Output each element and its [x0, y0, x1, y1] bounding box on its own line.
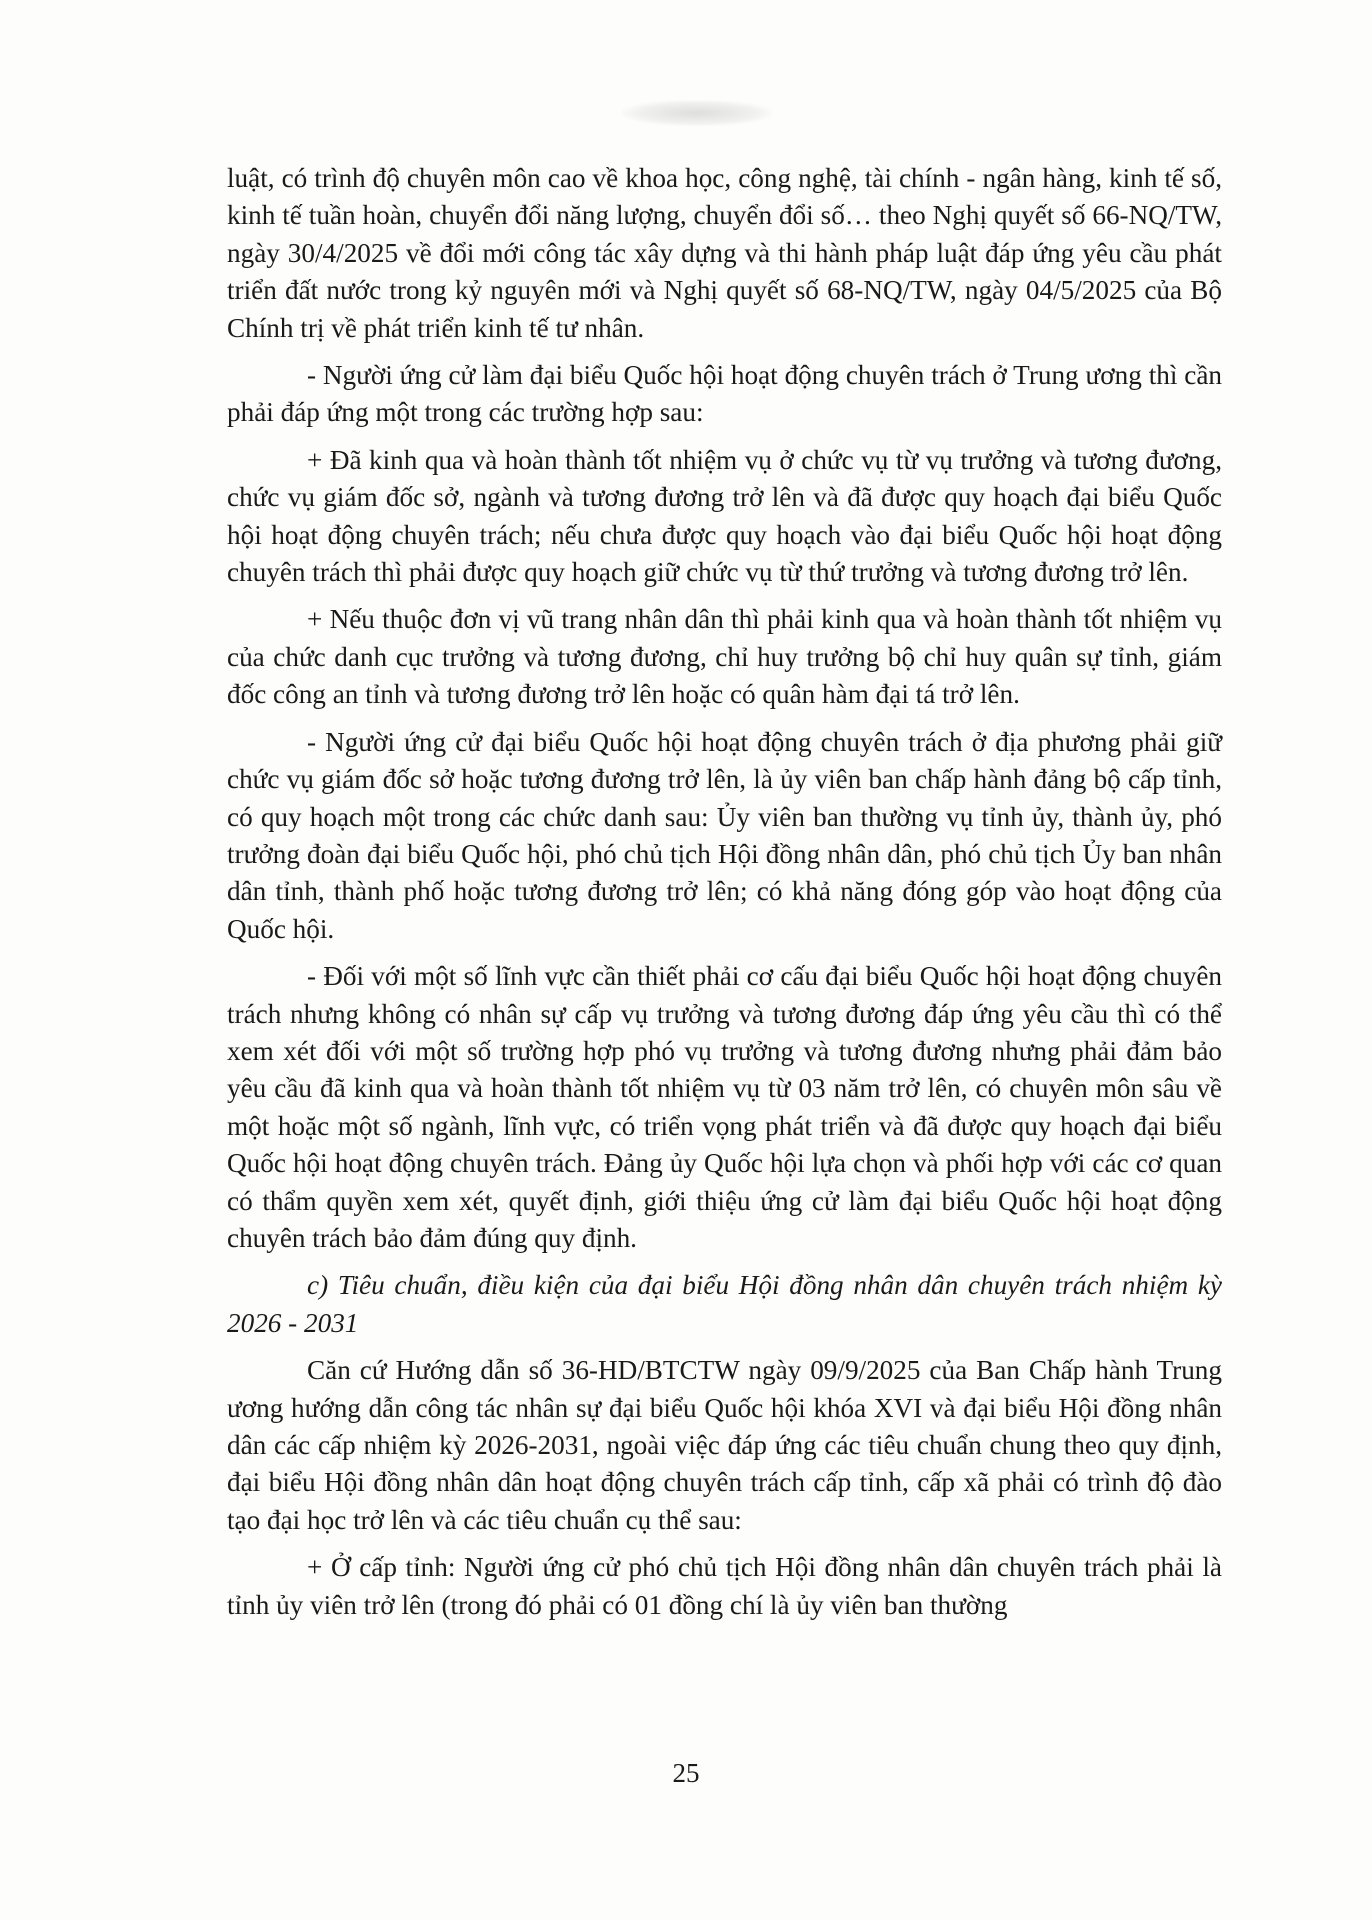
paragraph-provincial-level: + Ở cấp tỉnh: Người ứng cử phó chủ tịch Hội đồng nhân dân chuyên trách phải là tỉnh ủy viên trở lên (trong đó phải có 01 đồng chí là ủy viên ban thường	[227, 1552, 1222, 1620]
page-number: 25	[672, 1758, 700, 1788]
scan-smudge	[622, 100, 772, 126]
paragraph-criteria-armed-forces: + Nếu thuộc đơn vị vũ trang nhân dân thì phải kinh qua và hoàn thành tốt nhiệm vụ của chức danh cục trưởng và tương đương, chỉ huy trưởng bộ chỉ huy quân sự tỉnh, giám đốc công an tỉnh và tương đương trở lên hoặc có quân hàm đại tá trở lên.	[227, 604, 1222, 710]
document-body	[227, 160, 1222, 1634]
paragraph-central-candidates: - Người ứng cử làm đại biểu Quốc hội hoạt động chuyên trách ở Trung ương thì cần phải đáp ứng một trong các trường hợp sau:	[227, 360, 1222, 428]
section-heading-c: c) Tiêu chuẩn, điều kiện của đại biểu Hội đồng nhân dân chuyên trách nhiệm kỳ 2026 - 2031	[227, 1270, 1222, 1338]
paragraph-special-fields: - Đối với một số lĩnh vực cần thiết phải cơ cấu đại biểu Quốc hội hoạt động chuyên trách nhưng không có nhân sự cấp vụ trưởng và tương đương đáp ứng yêu cầu thì có thể xem xét đối với một số trường hợp phó vụ trưởng và tương đương nhưng phải đảm bảo yêu cầu đã kinh qua và hoàn thành tốt nhiệm vụ từ 03 năm trở lên, có chuyên môn sâu về một hoặc một số ngành, lĩnh vực, có triển vọng phát triển và đã được quy hoạch đại biểu Quốc hội hoạt động chuyên trách. Đảng ủy Quốc hội lựa chọn và phối hợp với các cơ quan có thẩm quyền xem xét, quyết định, giới thiệu ứng cử làm đại biểu Quốc hội hoạt động chuyên trách bảo đảm đúng quy định.	[227, 961, 1222, 1253]
paragraph-continuation: luật, có trình độ chuyên môn cao về khoa học, công nghệ, tài chính - ngân hàng, kinh tế số, kinh tế tuần hoàn, chuyển đổi năng lượng, chuyển đổi số… theo Nghị quyết số 66-NQ/TW, ngày 30/4/2025 về đổi mới công tác xây dựng và thi hành pháp luật đáp ứng yêu cầu phát triển đất nước trong kỷ nguyên mới và Nghị quyết số 68-NQ/TW, ngày 04/5/2025 của Bộ Chính trị về phát triển kinh tế tư nhân.	[227, 163, 1222, 343]
paragraph-guidance-36: Căn cứ Hướng dẫn số 36-HD/BTCTW ngày 09/9/2025 của Ban Chấp hành Trung ương hướng dẫn công tác nhân sự đại biểu Quốc hội khóa XVI và đại biểu Hội đồng nhân dân các cấp nhiệm kỳ 2026-2031, ngoài việc đáp ứng các tiêu chuẩn chung theo quy định, đại biểu Hội đồng nhân dân hoạt động chuyên trách cấp tỉnh, cấp xã phải có trình độ đào tạo đại học trở lên và các tiêu chuẩn cụ thể sau:	[227, 1355, 1222, 1535]
paragraph-local-candidates: - Người ứng cử đại biểu Quốc hội hoạt động chuyên trách ở địa phương phải giữ chức vụ giám đốc sở hoặc tương đương trở lên, là ủy viên ban chấp hành đảng bộ cấp tỉnh, có quy hoạch một trong các chức danh sau: Ủy viên ban thường vụ tỉnh ủy, thành ủy, phó trưởng đoàn đại biểu Quốc hội, phó chủ tịch Hội đồng nhân dân, phó chủ tịch Ủy ban nhân dân tỉnh, thành phố hoặc tương đương trở lên; có khả năng đóng góp vào hoạt động của Quốc hội.	[227, 726, 1222, 944]
paragraph-criteria-director: + Đã kinh qua và hoàn thành tốt nhiệm vụ ở chức vụ từ vụ trưởng và tương đương, chức vụ giám đốc sở, ngành và tương đương trở lên và đã được quy hoạch đại biểu Quốc hội hoạt động chuyên trách; nếu chưa được quy hoạch vào đại biểu Quốc hội hoạt động chuyên trách thì phải được quy hoạch giữ chức vụ từ thứ trưởng và tương đương trở lên.	[227, 444, 1222, 588]
